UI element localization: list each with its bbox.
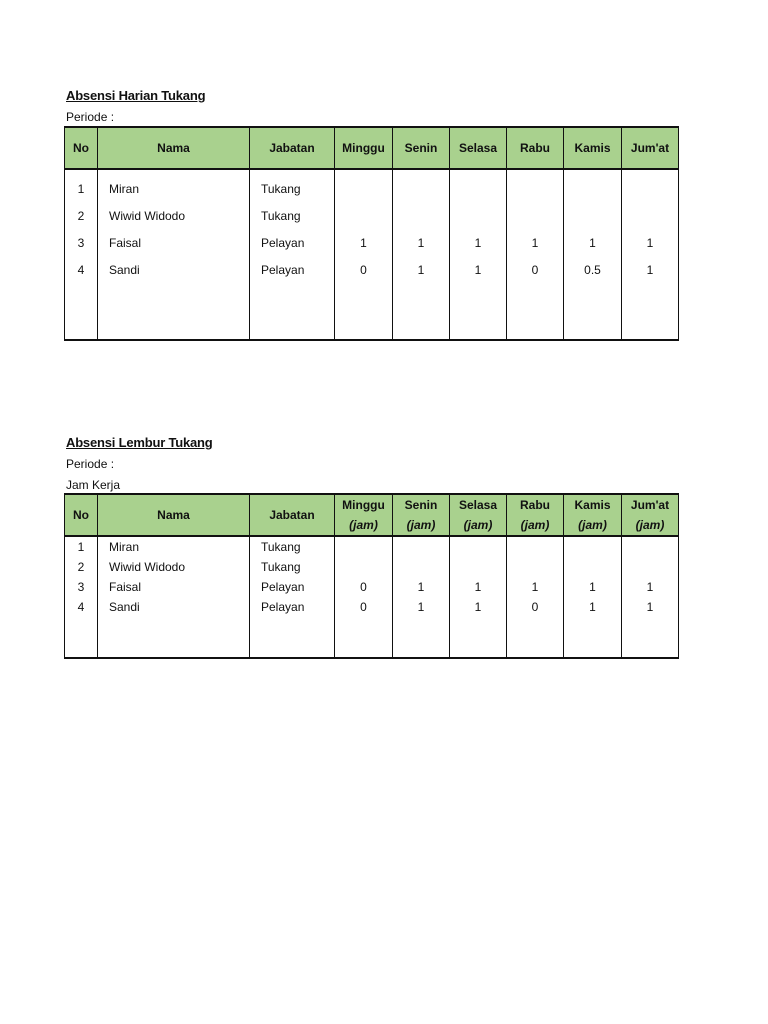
cell-minggu: [335, 536, 393, 557]
cell-senin: [393, 175, 450, 202]
cell-jumat: 1: [622, 256, 679, 283]
col-header-senin: Senin: [393, 127, 450, 169]
cell-selasa: 1: [450, 229, 507, 256]
col-header-no: No: [65, 494, 98, 536]
cell-nama: Miran: [98, 536, 250, 557]
cell-nama: Sandi: [98, 597, 250, 617]
cell-kamis: 1: [564, 229, 622, 256]
cell-senin: 1: [393, 256, 450, 283]
cell-jabatan: Tukang: [250, 175, 335, 202]
cell-jabatan: Tukang: [250, 536, 335, 557]
cell-senin: 1: [393, 597, 450, 617]
cell-nama: Faisal: [98, 229, 250, 256]
harian-title: Absensi Harian Tukang: [66, 88, 206, 103]
cell-minggu: 0: [335, 256, 393, 283]
cell-jabatan: Tukang: [250, 202, 335, 229]
cell-no: 2: [65, 202, 98, 229]
cell-no: 3: [65, 229, 98, 256]
header-day-label: Jum'at: [630, 498, 670, 512]
col-header-selasa: [450, 494, 507, 536]
cell-kamis: [564, 557, 622, 577]
cell-rabu: [507, 536, 564, 557]
header-day-label: Kamis: [574, 498, 611, 512]
table-row: [65, 229, 679, 256]
col-header-jumat: [622, 494, 679, 536]
cell-jumat: [622, 175, 679, 202]
cell-kamis: 1: [564, 577, 622, 597]
cell-no: 4: [65, 597, 98, 617]
cell-senin: [393, 536, 450, 557]
cell-senin: 1: [393, 577, 450, 597]
cell-minggu: [335, 175, 393, 202]
cell-senin: [393, 557, 450, 577]
cell-no: 3: [65, 577, 98, 597]
cell-selasa: 1: [450, 256, 507, 283]
lembur-table: [64, 493, 679, 659]
cell-no: 1: [65, 536, 98, 557]
table-row: [65, 536, 679, 557]
cell-nama: Sandi: [98, 256, 250, 283]
table-row: [65, 557, 679, 577]
cell-jabatan: Pelayan: [250, 577, 335, 597]
lembur-jam-kerja-label: Jam Kerja: [66, 478, 121, 492]
cell-selasa: 1: [450, 577, 507, 597]
cell-jabatan: Pelayan: [250, 597, 335, 617]
col-header-nama: Nama: [98, 494, 250, 536]
header-day-label: Minggu: [342, 498, 385, 512]
cell-no: 1: [65, 175, 98, 202]
cell-nama: Wiwid Widodo: [98, 557, 250, 577]
cell-rabu: [507, 557, 564, 577]
cell-minggu: [335, 202, 393, 229]
header-unit-label: (jam): [520, 518, 550, 532]
col-header-minggu: [335, 494, 393, 536]
cell-jabatan: Pelayan: [250, 256, 335, 283]
col-header-senin: [393, 494, 450, 536]
cell-jumat: [622, 536, 679, 557]
cell-minggu: 0: [335, 597, 393, 617]
cell-rabu: 1: [507, 229, 564, 256]
cell-jumat: 1: [622, 577, 679, 597]
cell-jumat: 1: [622, 229, 679, 256]
col-header-jumat: Jum'at: [622, 127, 679, 169]
cell-rabu: [507, 175, 564, 202]
header-unit-label: (jam): [463, 518, 493, 532]
col-header-jabatan: Jabatan: [250, 127, 335, 169]
harian-periode-label: Periode :: [66, 110, 115, 124]
lembur-header-row: [65, 494, 679, 536]
cell-kamis: [564, 175, 622, 202]
cell-jumat: [622, 557, 679, 577]
cell-jabatan: Pelayan: [250, 229, 335, 256]
cell-senin: 1: [393, 229, 450, 256]
cell-jumat: 1: [622, 597, 679, 617]
col-header-no: No: [65, 127, 98, 169]
col-header-minggu: Minggu: [335, 127, 393, 169]
cell-nama: Faisal: [98, 577, 250, 597]
cell-rabu: [507, 202, 564, 229]
cell-selasa: [450, 536, 507, 557]
cell-selasa: [450, 175, 507, 202]
col-header-kamis: Kamis: [564, 127, 622, 169]
cell-minggu: 1: [335, 229, 393, 256]
col-header-rabu: Rabu: [507, 127, 564, 169]
cell-rabu: 0: [507, 597, 564, 617]
table-row: [65, 577, 679, 597]
table-row: [65, 175, 679, 202]
col-header-kamis: [564, 494, 622, 536]
cell-jumat: [622, 202, 679, 229]
table-row: [65, 202, 679, 229]
header-unit-label: (jam): [578, 518, 607, 532]
cell-kamis: 0.5: [564, 256, 622, 283]
cell-kamis: [564, 536, 622, 557]
cell-selasa: [450, 202, 507, 229]
col-header-nama: Nama: [98, 127, 250, 169]
lembur-title: Absensi Lembur Tukang: [66, 435, 213, 450]
cell-senin: [393, 202, 450, 229]
cell-nama: Miran: [98, 175, 250, 202]
cell-selasa: 1: [450, 597, 507, 617]
cell-kamis: [564, 202, 622, 229]
col-header-rabu: [507, 494, 564, 536]
cell-no: 4: [65, 256, 98, 283]
cell-kamis: 1: [564, 597, 622, 617]
header-day-label: Rabu: [520, 498, 550, 512]
header-unit-label: (jam): [635, 518, 665, 532]
col-header-jabatan: Jabatan: [250, 494, 335, 536]
header-unit-label: (jam): [406, 518, 436, 532]
cell-minggu: [335, 557, 393, 577]
header-unit-label: (jam): [349, 518, 378, 532]
lembur-periode-label: Periode :: [66, 457, 115, 471]
table-row: [65, 597, 679, 617]
cell-jabatan: Tukang: [250, 557, 335, 577]
harian-table: [64, 126, 679, 341]
col-header-selasa: Selasa: [450, 127, 507, 169]
cell-minggu: 0: [335, 577, 393, 597]
cell-no: 2: [65, 557, 98, 577]
header-day-label: Selasa: [458, 498, 498, 512]
harian-header-row: [65, 127, 679, 169]
cell-rabu: 0: [507, 256, 564, 283]
cell-nama: Wiwid Widodo: [98, 202, 250, 229]
table-row: [65, 256, 679, 283]
cell-selasa: [450, 557, 507, 577]
header-day-label: Senin: [404, 498, 438, 512]
cell-rabu: 1: [507, 577, 564, 597]
